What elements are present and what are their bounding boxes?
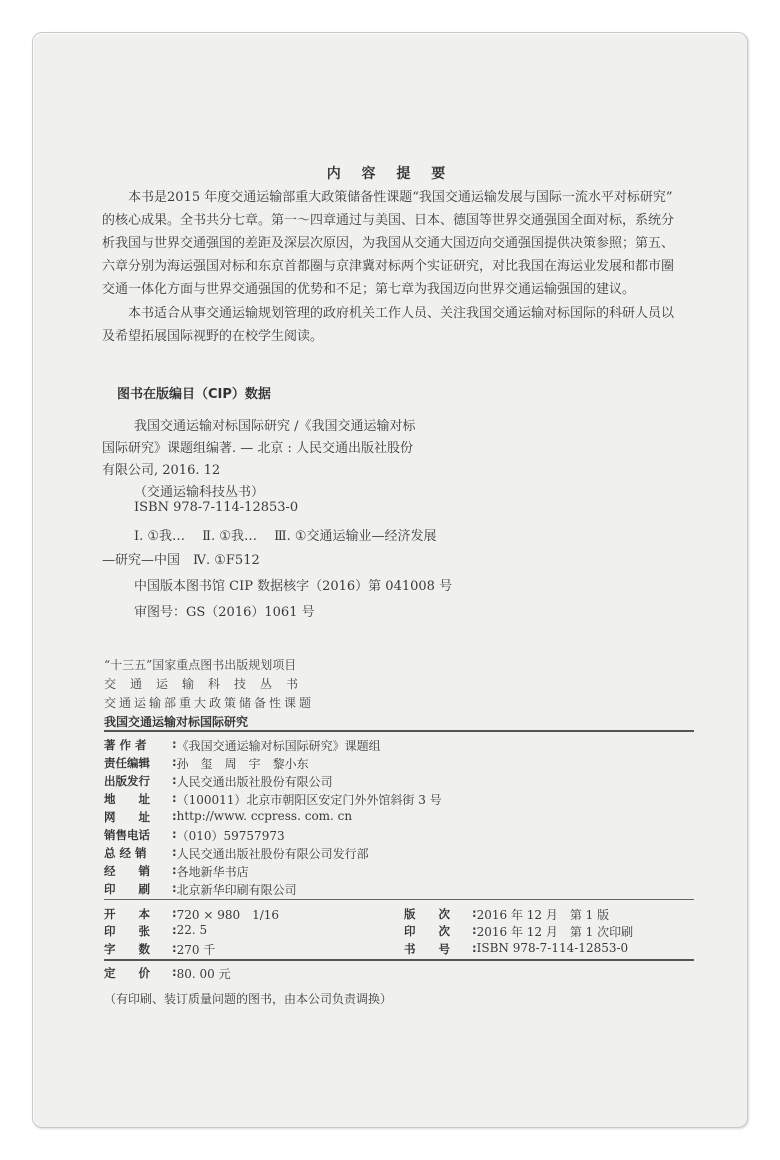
spec-label: 开 本 <box>104 907 150 921</box>
info-label: 印 刷 <box>104 882 150 896</box>
spec-label: 印 次 <box>404 924 450 938</box>
spec-label: 字 数 <box>104 942 150 956</box>
summary-title: 内 容 提 要 <box>326 166 454 182</box>
divider <box>104 730 694 732</box>
info-label: 经 销 <box>104 864 150 878</box>
info-website: 网 址 : http://www. ccpress. com. cn <box>104 809 353 824</box>
info-distributor: 总 经 销 : 人民交通出版社股份有限公司发行部 <box>104 845 369 861</box>
info-label: 地 址 <box>104 792 150 806</box>
summary-line: 本书适合从事交通运输规划管理的政府机关工作人员、关注我国交通运输对标国际的科研人员以 <box>128 306 675 321</box>
summary-line: 析我国与世界交通强国的差距及深层次原因，为我国从交通大国迈向交通强国提供决策参照；第五、 <box>102 236 675 251</box>
info-retailer: 经 销 : 各地新华书店 <box>104 863 249 879</box>
quality-notice: （有印刷、装订质量问题的图书，由本公司负责调换） <box>104 992 393 1006</box>
spec-value: 22. 5 <box>176 923 208 937</box>
info-label: 著 作 者 <box>104 738 147 752</box>
cip-line: 我国交通运输对标国际研究 /《我国交通运输对标 <box>134 419 416 434</box>
spec-isbn: 书 号 : ISBN 978-7-114-12853-0 <box>404 941 629 956</box>
cip-classification: Ⅰ. ①我… Ⅱ. ①我… Ⅲ. ①交通运输业—经济发展 <box>134 529 437 544</box>
info-label: 责任编辑 <box>104 756 150 770</box>
spec-edition: 版 次 : 2016 年 12 月 第 1 版 <box>404 906 610 922</box>
series-line: 交通运输部重大政策储备性课题 <box>104 696 315 710</box>
spec-value: 2016 年 12 月 第 1 次印刷 <box>476 925 634 939</box>
summary-line: 本书是2015 年度交通运输部重大政策储备性课题“我国交通运输发展与国际一流水平对标研究” <box>128 190 673 205</box>
cip-classification: —研究—中国 Ⅳ. ①F512 <box>102 553 260 568</box>
cip-number: 中国版本图书馆 CIP 数据核字（2016）第 041008 号 <box>134 579 453 594</box>
info-label: 出版发行 <box>104 774 150 788</box>
price-label: 定 价 <box>104 966 150 980</box>
spec-value: 720 × 980 1/16 <box>176 908 280 922</box>
info-label: 销售电话 <box>104 828 150 842</box>
info-value: 人民交通出版社股份有限公司发行部 <box>176 847 369 861</box>
spec-label: 书 号 <box>404 942 450 956</box>
info-phone: 销售电话 : （010）59757973 <box>104 827 285 843</box>
spec-value: ISBN 978-7-114-12853-0 <box>476 941 629 955</box>
cip-heading: 图书在版编目（CIP）数据 <box>117 387 271 402</box>
price: 定 价 : 80. 00 元 <box>104 965 231 981</box>
info-printer: 印 刷 : 北京新华印刷有限公司 <box>104 881 297 897</box>
price-value: 80. 00 元 <box>176 967 231 981</box>
divider <box>104 899 694 900</box>
summary-paragraph-2 <box>102 302 678 348</box>
info-editor: 责任编辑 : 孙 玺 周 宇 黎小东 <box>104 755 309 771</box>
summary-line: 交通一体化方面与世界交通强国的优势和不足；第七章为我国迈向世界交通运输强国的建议。 <box>102 282 636 297</box>
book-title: 我国交通运输对标国际研究 <box>104 715 249 729</box>
spec-value: 2016 年 12 月 第 1 版 <box>476 908 610 922</box>
cip-isbn: ISBN 978-7-114-12853-0 <box>134 500 299 515</box>
info-value: 人民交通出版社股份有限公司 <box>176 775 333 789</box>
info-publisher: 出版发行 : 人民交通出版社股份有限公司 <box>104 773 333 789</box>
cip-series: （交通运输科技丛书） <box>134 485 265 500</box>
spec-printing: 印 次 : 2016 年 12 月 第 1 次印刷 <box>404 923 634 939</box>
spec-label: 版 次 <box>404 907 450 921</box>
info-label: 网 址 <box>104 810 150 824</box>
info-value: （100011）北京市朝阳区安定门外外馆斜街 3 号 <box>176 793 442 807</box>
info-value: 北京新华印刷有限公司 <box>176 883 297 897</box>
cip-line: 有限公司, 2016. 12 <box>102 463 221 478</box>
info-author: 著 作 者 : 《我国交通运输对标国际研究》课题组 <box>104 737 381 753</box>
spec-word-count: 字 数 : 270 千 <box>104 941 216 957</box>
summary-line: 及希望拓展国际视野的在校学生阅读。 <box>102 329 324 344</box>
info-value: 《我国交通运输对标国际研究》课题组 <box>176 739 381 753</box>
info-value: （010）59757973 <box>176 829 285 843</box>
spec-format: 开 本 : 720 × 980 1/16 <box>104 906 280 922</box>
cip-line: 国际研究》课题组编著. — 北京 : 人民交通出版社股份 <box>102 441 414 456</box>
spec-label: 印 张 <box>104 924 150 938</box>
summary-line: 的核心成果。全书共分七章。第一～四章通过与美国、日本、德国等世界交通强国全面对标，系统分 <box>102 213 675 228</box>
divider <box>104 959 694 961</box>
summary-paragraph-1 <box>102 186 678 301</box>
map-review-number: 审图号：GS（2016）1061 号 <box>134 605 315 620</box>
info-website-link[interactable]: http://www. ccpress. com. cn <box>176 809 353 823</box>
spec-value: 270 千 <box>176 943 216 957</box>
series-line: “十三五”国家重点图书出版规划项目 <box>104 658 297 672</box>
info-value: 各地新华书店 <box>176 865 249 879</box>
info-address: 地 址 : （100011）北京市朝阳区安定门外外馆斜街 3 号 <box>104 791 442 807</box>
spec-sheets: 印 张 : 22. 5 <box>104 923 208 938</box>
summary-line: 六章分别为海运强国对标和东京首都圈与京津冀对标两个实证研究，对比我国在海运业发展和都市圈 <box>102 259 675 274</box>
series-line: 交 通 运 输 科 技 丛 书 <box>104 677 300 691</box>
info-value: 孙 玺 周 宇 黎小东 <box>176 757 309 771</box>
info-label: 总 经 销 <box>104 846 147 860</box>
